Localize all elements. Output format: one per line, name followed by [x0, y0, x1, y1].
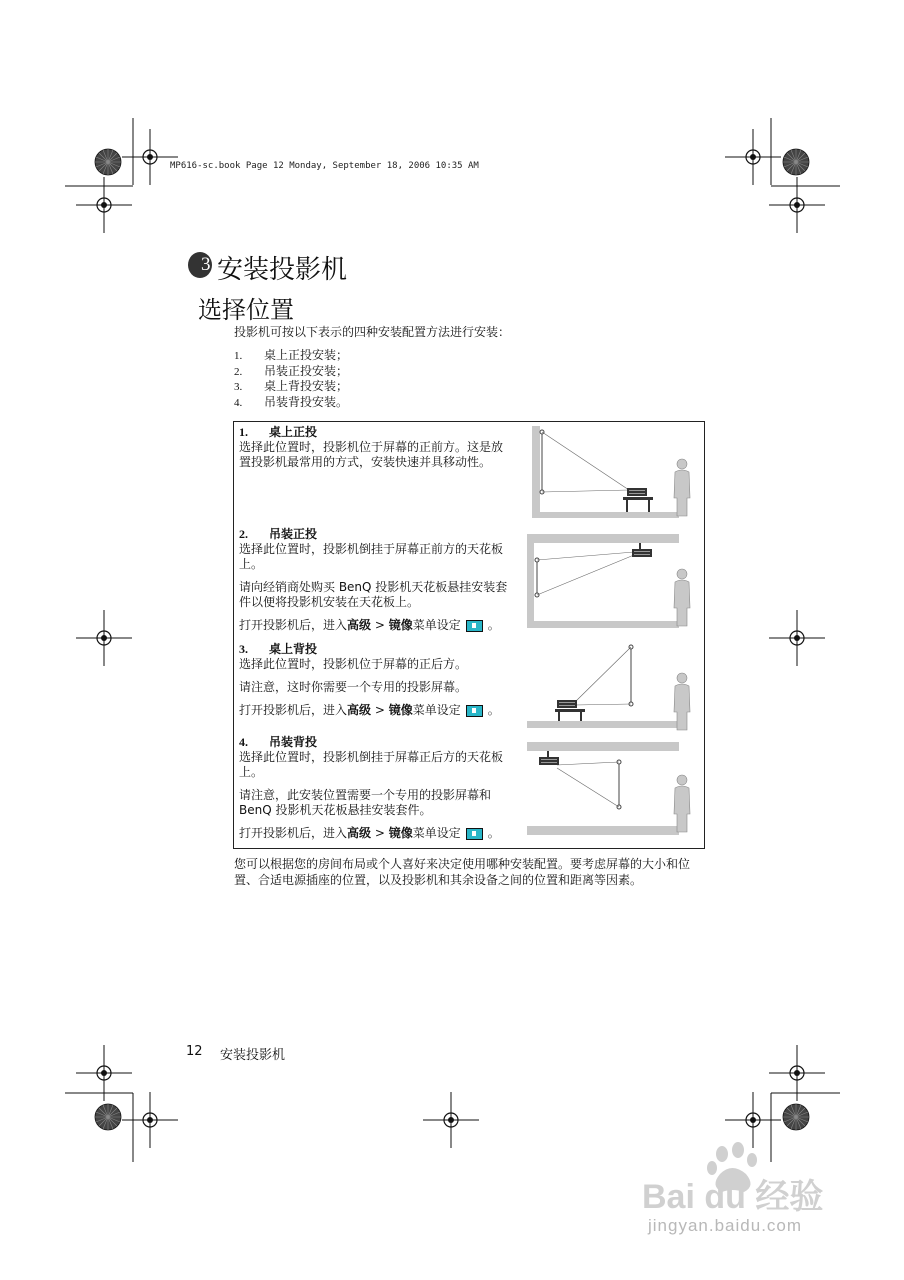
list-item: 4. 吊装背投安装。	[234, 394, 349, 409]
section-note: 请向经销商处购买 BenQ 投影机天花板悬挂安装套件以便将投影机安装在天花板上。	[239, 580, 508, 609]
registration-cross	[122, 1092, 178, 1148]
illustration-ceiling-rear	[527, 742, 690, 835]
page-number: 12	[186, 1044, 203, 1059]
footer-title: 安装投影机	[220, 1048, 286, 1063]
registration-cross	[423, 1092, 479, 1148]
list-item: 3. 桌上背投安装；	[234, 379, 349, 393]
section-ceiling-rear	[239, 734, 511, 849]
mirror-menu-icon	[466, 705, 483, 717]
section-desc: 选择此位置时，投影机位于屏幕的正后方。	[239, 657, 468, 671]
registration-cross	[725, 129, 781, 185]
list-item: 2. 吊装正投安装；	[234, 363, 349, 378]
illustration-ceiling-front	[527, 534, 690, 628]
chapter-title: 安装投影机	[217, 255, 348, 285]
list-item: 1. 桌上正投安装；	[234, 348, 349, 362]
illustration-desk-front	[532, 426, 690, 518]
watermark-logo-text: Bai du 经验	[642, 1178, 824, 1216]
section-desc: 选择此位置时，投影机倒挂于屏幕正前方的天花板上。	[239, 542, 504, 571]
starburst-mark	[783, 149, 809, 175]
registration-cross	[76, 610, 132, 666]
section-heading: 2. 吊装正投	[239, 527, 318, 541]
mirror-menu-icon	[466, 828, 483, 840]
starburst-mark	[95, 149, 121, 175]
method-list	[234, 348, 348, 410]
outro-text: 您可以根据您的房间布局或个人喜好来决定使用哪种安装配置。要考虑屏幕的大小和位置、合适电源插座的位置，以及投影机和其余设备之间的位置和距离等因素。	[234, 857, 691, 887]
section-desk-front	[239, 424, 511, 478]
section-note: 请注意，此安装位置需要一个专用的投影屏幕和 BenQ 投影机天花板悬挂安装套件。	[239, 788, 492, 817]
intro-text: 投影机可按以下表示的四种安装配置方法进行安装：	[234, 325, 511, 339]
menu-instruction: 打开投影机后，进入高级 > 镜像菜单设定 。	[239, 703, 500, 717]
installation-illustrations	[527, 422, 704, 848]
registration-cross	[122, 129, 178, 185]
section-ceiling-front	[239, 526, 511, 641]
registration-cross	[769, 610, 825, 666]
section-desc: 选择此位置时，投影机倒挂于屏幕正后方的天花板上。	[239, 750, 504, 779]
chapter-number: 3	[201, 254, 211, 275]
section-title: 选择位置	[198, 296, 294, 324]
starburst-mark	[95, 1104, 121, 1130]
section-heading: 3. 桌上背投	[239, 642, 318, 656]
registration-cross	[76, 177, 132, 233]
section-heading: 1. 桌上正投	[239, 425, 318, 439]
section-note: 请注意，这时你需要一个专用的投影屏幕。	[239, 680, 468, 694]
illustration-desk-rear	[527, 645, 690, 730]
section-heading: 4. 吊装背投	[239, 735, 318, 749]
registration-cross	[769, 177, 825, 233]
menu-instruction: 打开投影机后，进入高级 > 镜像菜单设定 。	[239, 826, 500, 840]
mirror-menu-icon	[466, 620, 483, 632]
starburst-mark	[783, 1104, 809, 1130]
page-slug: MP616-sc.book Page 12 Monday, September 18, 2006 10:35 AM	[170, 161, 479, 171]
menu-instruction: 打开投影机后，进入高级 > 镜像菜单设定 。	[239, 618, 500, 632]
installation-box	[233, 421, 705, 849]
watermark-url: jingyan.baidu.com	[648, 1216, 803, 1235]
section-desc: 选择此位置时，投影机位于屏幕的正前方。这是放置投影机最常用的方式，安装快速并具移动性。	[239, 440, 504, 469]
section-desk-rear	[239, 641, 511, 726]
